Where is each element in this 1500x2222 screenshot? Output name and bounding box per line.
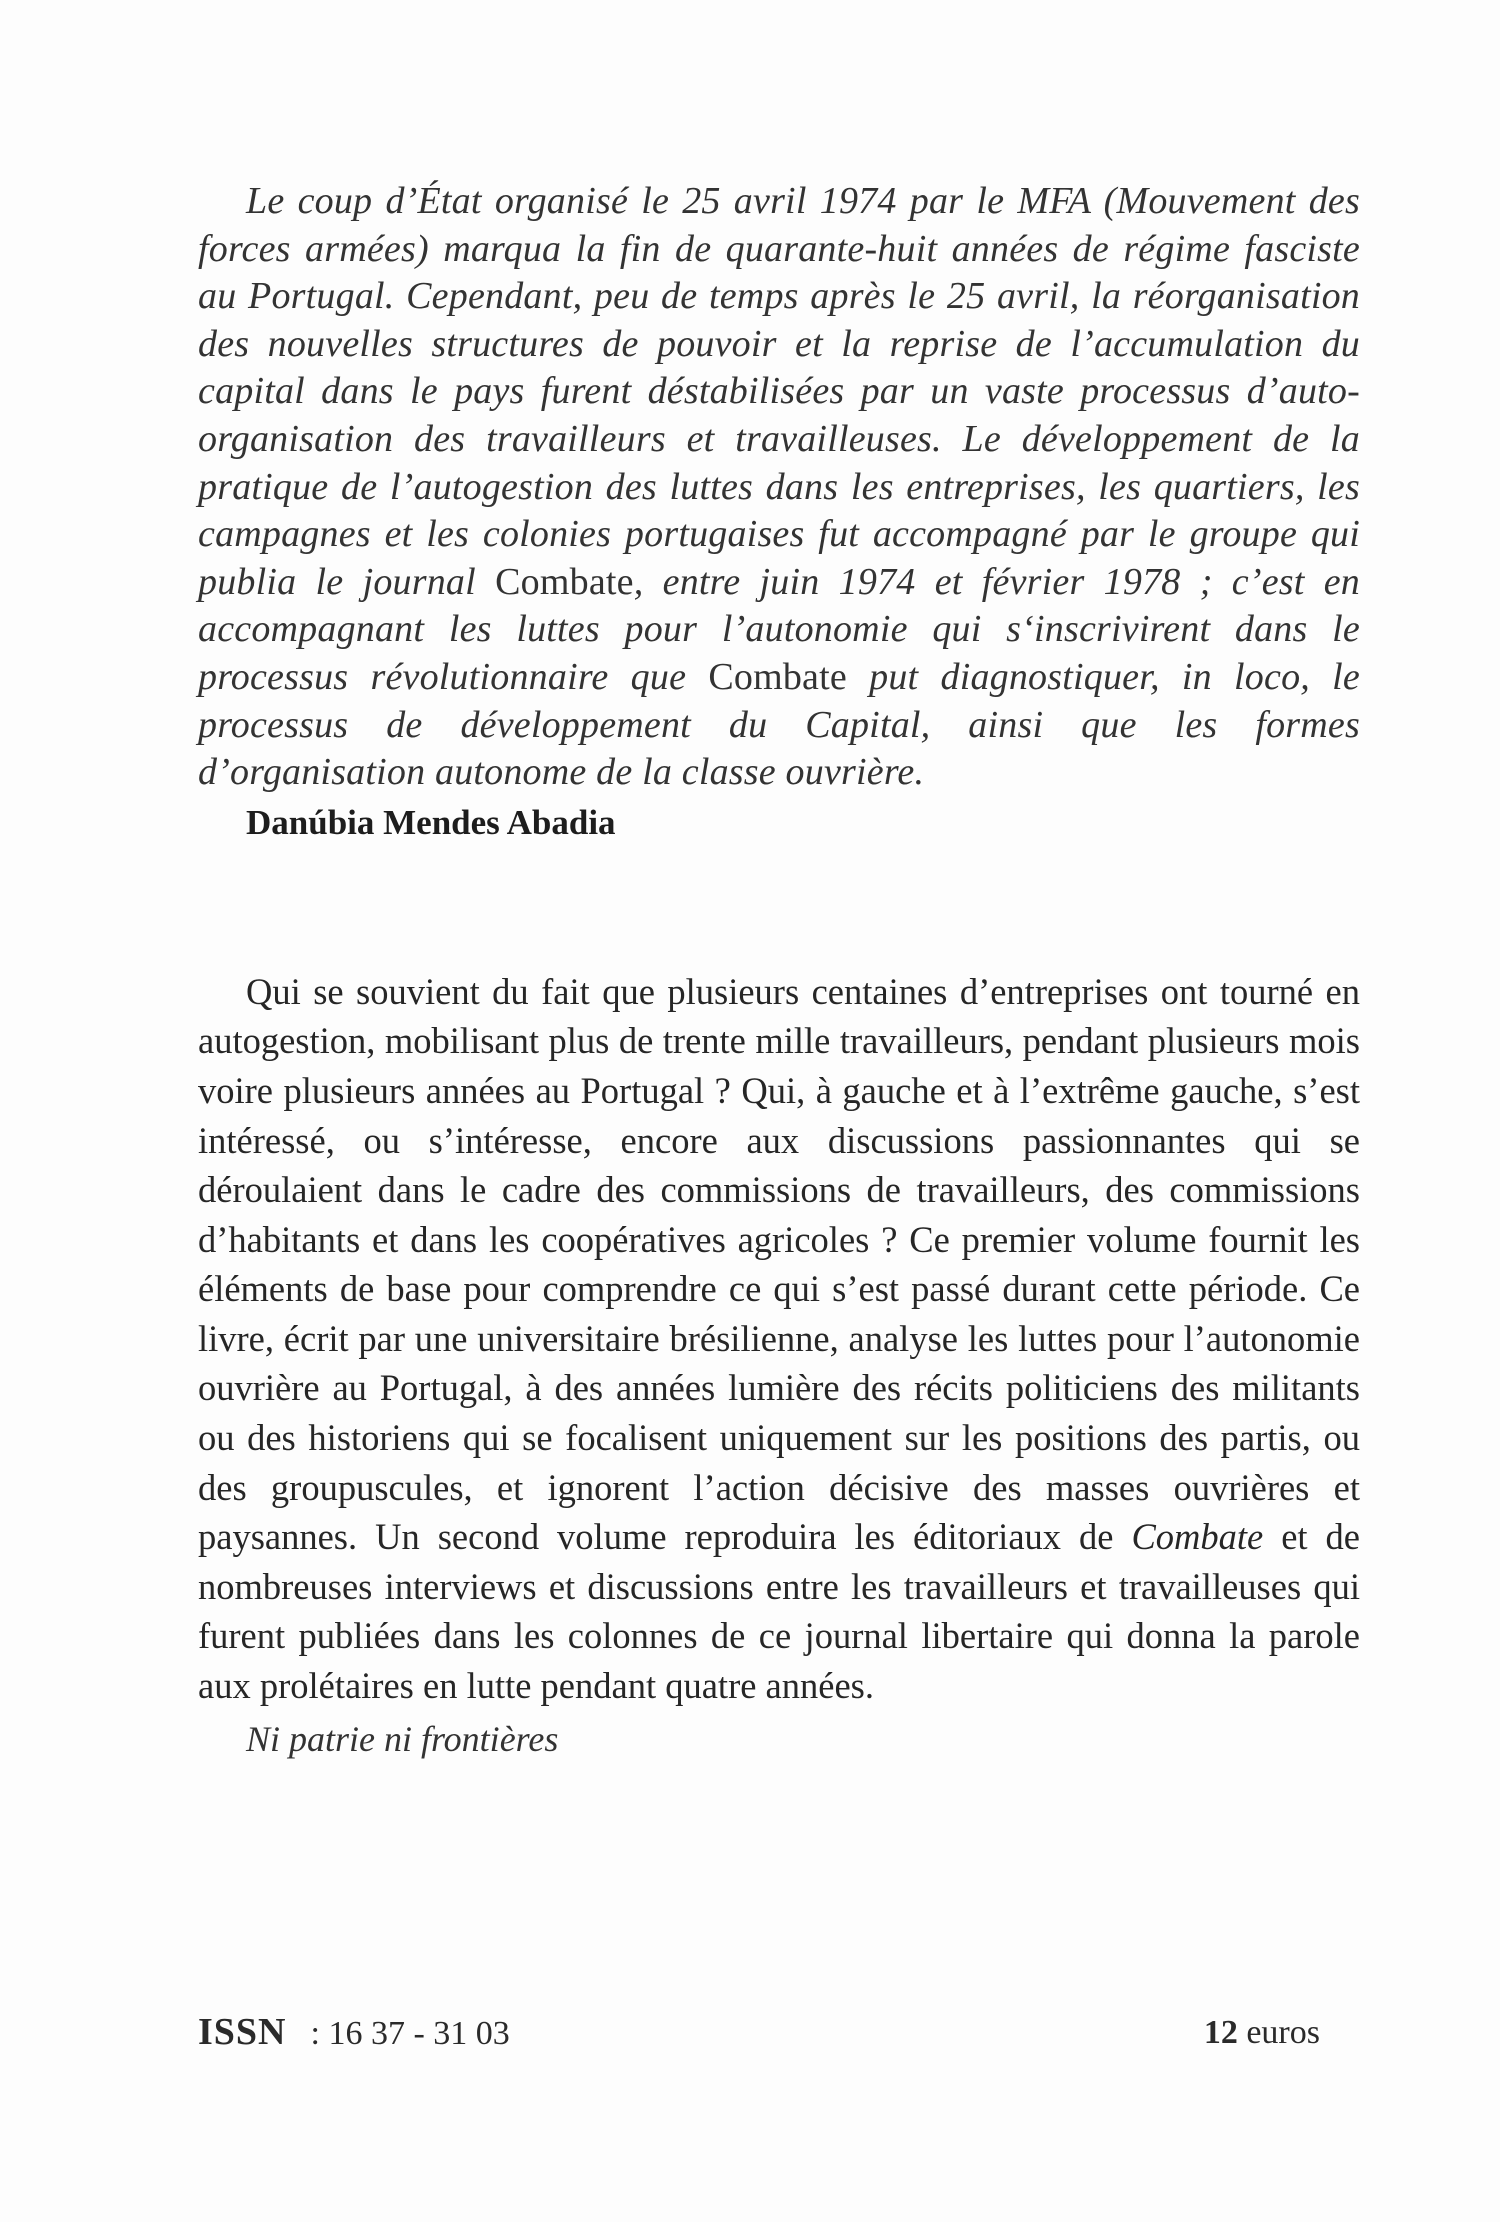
- publisher-signature: Ni patrie ni frontières: [246, 1718, 559, 1759]
- journal-title: Combate: [708, 655, 847, 698]
- issn: [198, 2010, 510, 2054]
- price: [1204, 2014, 1320, 2052]
- summary-paragraph: [198, 967, 1360, 1711]
- price-number: 12: [1203, 2014, 1238, 2051]
- back-cover-text: [198, 178, 1360, 1765]
- price-unit: euros: [1237, 2014, 1320, 2051]
- footer: [198, 2010, 1320, 2070]
- journal-title: Combate: [495, 560, 634, 603]
- intro-text-2: , entre juin 1974 et février 1978 ; c’est en accompagnant les luttes pour l’autonomie qui s‘inscrivirent dans le processus révolutionnaire que: [198, 560, 1360, 698]
- summary-text-1: Qui se souvient du fait que plusieurs centaines d’entreprises ont tourné en autogestion, mobilisant plus de trente mille travailleurs, pendant plusieurs mois voire plusieurs années au Portugal ? Qui, à gauche et à l’extrême gauche, s’est intéressé, ou s’intéresse, encore aux discussions passionnantes qui se déroulaient dans le cadre des commissions de travailleurs, des commissions d’habitants et dans les coopératives agricoles ? Ce premier volume fournit les éléments de base pour comprendre ce qui s’est passé durant cette période. Ce livre, écrit par une universitaire brésilienne, analyse les luttes pour l’autonomie ouvrière au Portugal, à des années lumière des récits politiciens des militants ou des historiens qui se focalisent uniquement sur les positions des partis, ou des groupuscules, et ignorent l’action décisive des masses ouvrières et paysannes. Un second volume reproduira les éditoriaux de: [198, 970, 1360, 1558]
- intro-text-3: put diagnostiquer, in loco, le processus de développement du Capital, ainsi que les formes d’organisation autonome de la classe ouvrière.: [198, 655, 1360, 794]
- journal-title: Combate: [1131, 1516, 1264, 1558]
- author-name: Danúbia Mendes Abadia: [246, 802, 616, 842]
- issn-value: : 16 37 - 31 03: [310, 2015, 510, 2052]
- summary-text-2: et de nombreuses interviews et discussions entre les travailleurs et travailleuses qui furent publiées dans les colonnes de ce journal libertaire qui donna la parole aux prolétaires en lutte pendant quatre années.: [198, 1516, 1360, 1707]
- issn-label: ISSN: [198, 2011, 287, 2053]
- intro-text-1: Le coup d’État organisé le 25 avril 1974 par le MFA (Mouvement des forces armées) marqua la fin de quarante-huit années de régime fasciste au Portugal. Cependant, peu de temps après le 25 avril, la réorganisation des nouvelles structures de pouvoir et la reprise de l’accumulation du capital dans le pays furent déstabilisées par un vaste processus d’auto-organisation des travailleurs et travailleuses. Le développement de la pratique de l’autogestion des luttes dans les entreprises, les quartiers, les campagnes et les colonies portugaises fut accompagné par le groupe qui publia le journal: [198, 180, 1360, 603]
- intro-paragraph: [198, 178, 1360, 797]
